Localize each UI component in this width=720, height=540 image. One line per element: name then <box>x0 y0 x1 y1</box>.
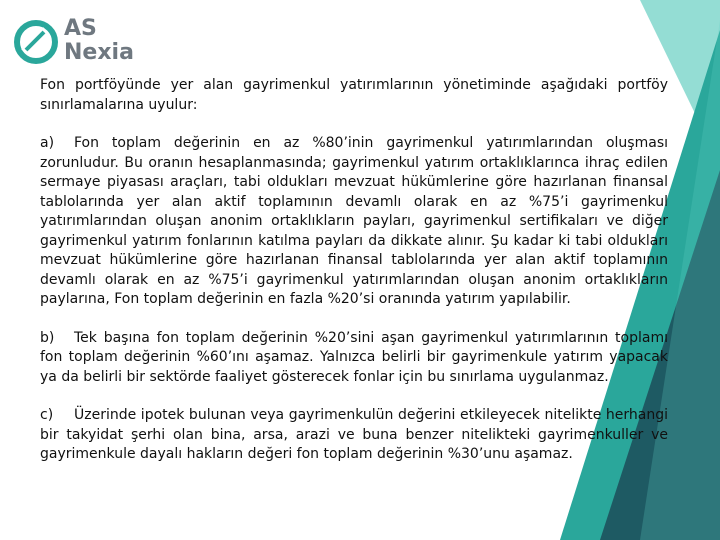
item-label: c) <box>40 407 54 423</box>
item-label: a) <box>40 135 55 151</box>
item-text: Fon toplam değerinin en az %80’inin gayrimenkul yatırımlarından oluşması zorunludur. Bu oranın hesaplanmasında; gayrimenkul yatırım ortaklıklarınca ihraç edilen sermaye piyasası araçları, tabi oldukları mevzuat hükümlerine göre hazırlanan finansal tablolarında yer alan aktif toplamının devamlı olarak en az %75’i gayrimenkul yatırımlarından oluşan anonim ortaklıkların payları, gayrimenkul sertifikaları ve diğer gayrimenkul yatırım fonlarının katılma payları da dikkate alınır. Şu kadar ki tabi oldukları mevzuat hükümlerine göre hazırlanan finansal tablolarında yer alan aktif toplamının devamlı olarak en az %75’i gayrimenkul yatırımlarından oluşan anonim ortaklıkların paylarına, Fon toplam değerinin en fazla %20’si oranında yatırım yapılabilir. <box>40 135 668 307</box>
logo-line-1: AS <box>64 16 97 41</box>
document-body <box>40 76 668 484</box>
item-text: Üzerinde ipotek bulunan veya gayrimenkulün değerini etkileyecek nitelikte herhangi bir takyidat şerhi olan bina, arsa, arazi ve buna benzer nitelikteki gayrimenkuller ve gayrimenkule dayalı hakların değeri fon toplam değerinin %30’unu aşamaz. <box>40 407 668 462</box>
intro-paragraph: Fon portföyünde yer alan gayrimenkul yatırımlarının yönetiminde aşağıdaki portföy sınırlamalarına uyulur: <box>40 77 668 113</box>
item-text: Tek başına fon toplam değerinin %20’sini aşan gayrimenkul yatırımlarının toplamı fon toplam değerinin %60’ını aşamaz. Yalnızca belirli bir gayrimenkule yatırım yapacak ya da belirli bir sektörde faaliyet gösterecek fonlar için bu sınırlama uygulanmaz. <box>40 329 668 385</box>
item-label: b) <box>40 329 55 346</box>
logo-line-2: Nexia <box>64 40 134 65</box>
company-logo <box>14 14 134 66</box>
logo-text <box>64 17 134 65</box>
list-item-b <box>40 329 668 388</box>
list-item-a <box>40 134 668 310</box>
list-item-c <box>40 406 668 465</box>
logo-mark-icon <box>14 20 58 64</box>
